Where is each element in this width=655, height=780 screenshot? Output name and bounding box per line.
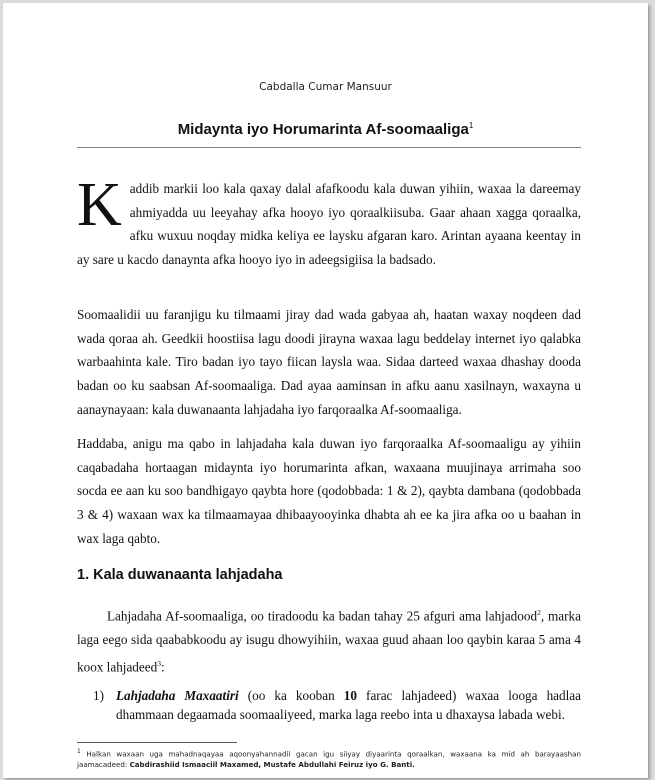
section-intro-paragraph: [77, 601, 581, 679]
title-footnote-ref: 1: [468, 121, 474, 130]
list-item: [93, 686, 581, 724]
list-text-a: (oo ka kooban: [238, 688, 344, 703]
footnote-names: Cabdirashiid Ismaaciil Maxamed, Mustafe Abdullahi Feiruz iyo G. Banti.: [129, 759, 415, 769]
list-bold-number: 10: [343, 688, 357, 703]
section-intro-b: , marka laga eego sida qaababkoodu ay isugu dhowyihiin, waxaa guud ahaan loo qaybin karaa 5 ama 4 koox lahjadeed: [77, 608, 581, 675]
paragraph-intro-text: addib markii loo kala qaxay dalal afafkoodu kala duwan yihiin, waxaa la dareemay ahmiyadda uu leeyahay afka hooyo iyo qoraalkiisuba. Gaar ahaan xagga qoraalka, afku wuxuu noqday midka keliya ee laysku afgaran karo. Arintan ayaana keentay in ay sare u kacdo danaynta afka hooyo iyo in adeegsigiisa la badsado.: [77, 181, 581, 268]
footnote-ref-3: 3: [157, 658, 161, 668]
title-divider: [77, 147, 581, 148]
author-name: Cabdalla Cumar Mansuur: [259, 81, 392, 93]
list-body: [116, 686, 581, 724]
list-number: 1): [93, 688, 104, 703]
footnote-text: Halkan waxaan uga mahadnaqayaa aqoonyahannadii gacan igu siiyay diyaarinta qoraalkan, waxaana ka mid ah barayaashan jaamacadeed:: [77, 749, 581, 769]
footnote-divider: [77, 742, 237, 743]
list-term: Lahjadaha Maxaatiri: [116, 688, 239, 703]
footnote-ref-2: 2: [537, 608, 541, 617]
footnote: [77, 747, 581, 770]
paragraph-intro: [77, 171, 581, 272]
list-text-b: farac lahjadeed) waxaa looga hadlaa dhammaan degaamada soomaaliyeed, marka laga reebo inta u dhaxaysa labada webi.: [116, 688, 581, 722]
drop-cap: K: [77, 171, 122, 239]
paragraph-second: Soomaalidii uu faranjigu ku tilmaami jiray dad wada gabyaa ah, haatan waxay noqdeen dad wada qoraa ah. Geedkii hoostiisa lagu doodi jirayna waxaa lagu beddelay internet iyo qalabka warbaahinta kale. Tiro badan iyo tayo fiican laysla waa. Sidaa darteed waxaa dhashay dooda badan oo ku saabsan Af-soomaaliga. Dad ayaa aaminsan in afku aanu xasilnayn, waxayna u aanaynayaan: kala duwanaanta lahjadaha iyo farqoraalka Af-soomaaliga.: [77, 307, 581, 417]
page-title: [3, 121, 648, 138]
title-text: Midaynta iyo Horumarinta Af-soomaaliga: [177, 121, 469, 138]
section-intro-a: Lahjadaha Af-soomaaliga, oo tiradoodu ka badan tahay 25 afguri ama lahjadood: [107, 608, 538, 624]
section-heading: 1. Kala duwanaanta lahjadaha: [77, 567, 283, 583]
document-page: [3, 3, 648, 778]
section-intro-c: :: [160, 659, 165, 675]
paragraph-third: Haddaba, anigu ma qabo in lahjadaha kala duwan iyo farqoraalka Af-soomaaligu ay yihiin caqabadaha hortaagan midaynta iyo horumarinta afkan, waxaana muujinaya arrimaha soo socda ee aan ku soo bandhigayo qaybta hore (qodobbada: 1 & 2), qaybta dambana (qodobbada 3 & 4) waxaan wax ka tilmaamayaa dhibaayooyinka dhabta ah ee ka jira afka oo u baahan in wax laga qabto.: [77, 436, 581, 546]
footnote-number: 1: [77, 749, 81, 755]
